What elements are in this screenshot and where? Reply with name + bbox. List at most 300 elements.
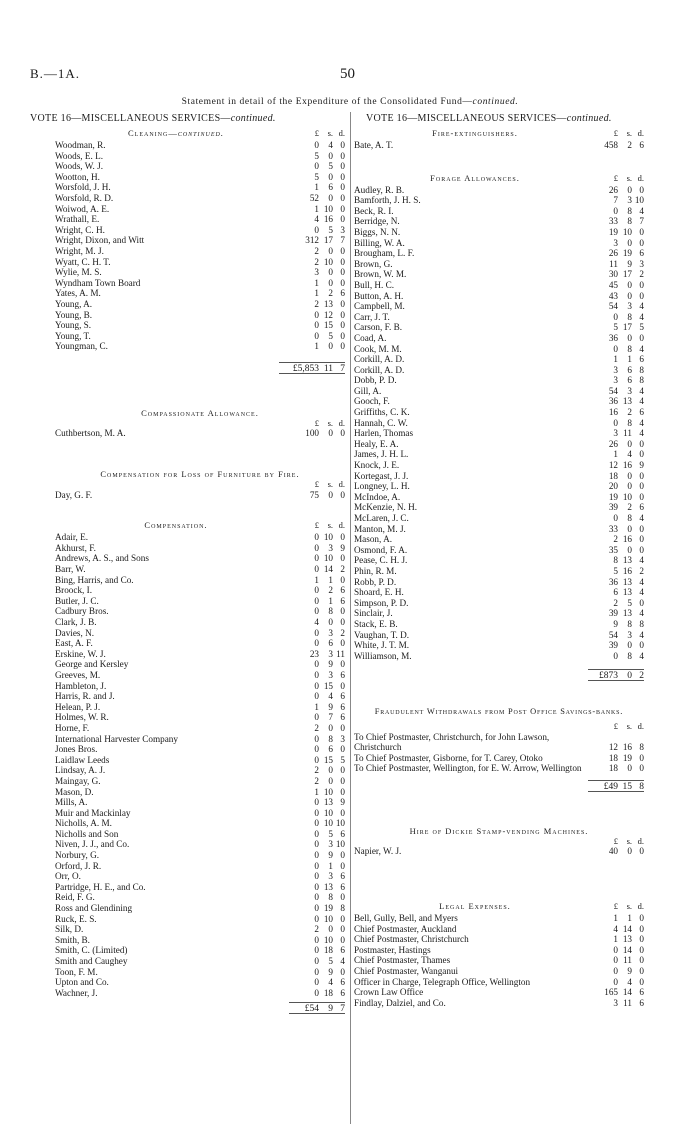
entry-name: Berridge, N. — [354, 216, 400, 227]
amount-pence: 0 — [639, 226, 644, 237]
amount-pence: 6 — [340, 712, 345, 723]
table-row — [55, 967, 345, 978]
amount-pounds: 312 — [305, 235, 319, 246]
amount-pounds: 2 — [314, 298, 319, 309]
entry-name: Wyndham Town Board — [55, 277, 141, 288]
amount-pounds: 40 — [608, 846, 618, 857]
amount-pounds: 0 — [314, 945, 319, 956]
entry-name: Mason, D. — [55, 786, 94, 797]
money-head: £ s. d. — [314, 520, 345, 531]
entry-name: Norbury, G. — [55, 850, 100, 861]
amount-pounds: 0 — [314, 712, 319, 723]
amount-pounds: 458 — [604, 140, 618, 150]
table-row — [55, 977, 345, 988]
entry-amount — [297, 956, 345, 967]
amount-shillings: 2 — [627, 407, 632, 418]
entry-amount — [596, 587, 644, 598]
amount-pounds: 0 — [314, 860, 319, 871]
table-row — [354, 651, 644, 662]
entry-name: Findlay, Dalziel, and Co. — [354, 997, 446, 1008]
amount-pounds: 26 — [608, 184, 618, 195]
amount-pounds: 0 — [314, 797, 319, 808]
entry-name: Holmes, W. R. — [55, 712, 109, 723]
entry-amount — [297, 214, 345, 225]
fraud-rows — [354, 732, 644, 774]
table-row — [55, 818, 345, 829]
amount-pounds: 165 — [604, 987, 618, 998]
entry-amount — [297, 331, 345, 342]
amount-shillings: 12 — [323, 309, 333, 320]
amount-shillings: 9 — [627, 966, 632, 977]
amount-pence: 0 — [639, 640, 644, 651]
amount-pence: 8 — [639, 364, 644, 375]
entry-name: Butler, J. C. — [55, 595, 99, 606]
table-row — [354, 608, 644, 619]
amount-pounds: 0 — [613, 966, 618, 977]
entry-name: McIndoe, A. — [354, 491, 401, 502]
amount-shillings: 3 — [328, 839, 333, 850]
compensation-section — [55, 520, 345, 1014]
table-row — [55, 734, 345, 745]
amount-pounds: 23 — [309, 648, 319, 659]
amount-pence: 0 — [340, 320, 345, 331]
amount-pounds: 1 — [314, 277, 319, 288]
cleaning-rows — [55, 140, 345, 352]
amount-pounds: 6 — [613, 587, 618, 598]
entry-name: Broock, I. — [55, 585, 92, 596]
entry-amount — [596, 934, 644, 945]
amount-shillings: 5 — [627, 597, 632, 608]
table-row — [55, 787, 345, 798]
table-row — [354, 977, 644, 988]
table-row — [354, 216, 644, 227]
amount-pence: 4 — [639, 650, 644, 661]
amount-pounds: 19 — [608, 491, 618, 502]
amount-shillings: 8 — [627, 343, 632, 354]
amount-shillings: 13 — [622, 934, 632, 945]
entry-name: Biggs, N. N. — [354, 226, 401, 237]
amount-pence: 0 — [340, 161, 345, 172]
entry-amount — [297, 225, 345, 236]
table-row — [55, 204, 345, 215]
entry-amount — [596, 418, 644, 429]
table-row — [55, 649, 345, 660]
amount-shillings: 0 — [328, 775, 333, 786]
amount-shillings: 9 — [627, 258, 632, 269]
amount-shillings: 1 — [627, 913, 632, 924]
entry-name: Davies, N. — [55, 627, 95, 638]
amount-pounds: 100 — [305, 428, 319, 439]
amount-pence: 0 — [340, 171, 345, 182]
table-row — [55, 935, 345, 946]
amount-shillings: 6 — [627, 364, 632, 375]
table-row — [354, 206, 644, 217]
table-row — [55, 765, 345, 776]
amount-pence: 0 — [639, 966, 644, 977]
table-row — [354, 418, 644, 429]
amount-shillings: 1 — [328, 595, 333, 606]
amount-pence: 6 — [340, 977, 345, 988]
entry-name: Williamson, M. — [354, 650, 412, 661]
table-row — [55, 744, 345, 755]
entry-amount — [297, 267, 345, 278]
entry-name: Lindsay, A. J. — [55, 765, 106, 776]
amount-pounds: 0 — [314, 828, 319, 839]
money-head: £ s. d. — [613, 835, 644, 846]
table-row — [55, 172, 345, 183]
entry-name: Mason, A. — [354, 534, 393, 545]
amount-shillings: 0 — [627, 481, 632, 492]
amount-pence: 0 — [639, 752, 644, 763]
amount-pounds: 0 — [613, 513, 618, 523]
table-row — [55, 871, 345, 882]
amount-shillings: 16 — [622, 534, 632, 545]
amount-pounds: 0 — [314, 691, 319, 702]
amount-pence: 2 — [340, 627, 345, 638]
amount-shillings: 19 — [622, 248, 632, 259]
entry-name: Brown, W. M. — [354, 269, 407, 280]
amount-pounds: 5 — [613, 322, 618, 333]
amount-shillings: 3 — [328, 871, 333, 882]
entry-name: Phin, R. M. — [354, 565, 397, 576]
entry-name: Wright, Dixon, and Witt — [55, 235, 145, 246]
entry-amount — [596, 291, 644, 302]
table-row — [354, 449, 644, 460]
entry-amount — [596, 955, 644, 966]
entry-amount — [297, 543, 345, 554]
table-row — [354, 998, 644, 1009]
amount-shillings: 8 — [328, 892, 333, 903]
amount-pence: 6 — [340, 881, 345, 892]
entry-name: Coad, A. — [354, 332, 387, 343]
amount-shillings: 0 — [328, 765, 333, 776]
amount-pence: 4 — [639, 417, 644, 428]
entry-name: Bull, H. C. — [354, 279, 395, 290]
table-row — [55, 797, 345, 808]
table-row — [55, 839, 345, 850]
amount-pence: 0 — [340, 214, 345, 225]
amount-shillings: 0 — [627, 846, 632, 857]
amount-pounds: 4 — [613, 923, 618, 934]
amount-shillings: 0 — [328, 267, 333, 278]
amount-shillings: 16 — [622, 460, 632, 471]
amount-shillings: 13 — [622, 587, 632, 598]
entry-name: Hannah, C. W. — [354, 417, 408, 428]
table-row — [354, 577, 644, 588]
entry-name: Wright, M. J. — [55, 245, 104, 256]
amount-shillings: 5 — [328, 956, 333, 966]
table-row — [55, 924, 345, 935]
amount-pence: 6 — [639, 997, 644, 1008]
amount-pence: 0 — [639, 846, 644, 857]
table-row — [354, 966, 644, 977]
entry-name: Crown Law Office — [354, 987, 424, 998]
entry-amount — [297, 172, 345, 183]
amount-shillings: 8 — [627, 618, 632, 629]
amount-pence: 4 — [639, 396, 644, 407]
amount-pence: 0 — [340, 765, 345, 776]
amount-pence: 0 — [340, 722, 345, 733]
entry-amount — [596, 269, 644, 280]
amount-pence: 0 — [639, 279, 644, 290]
amount-pounds: 0 — [314, 595, 319, 606]
entry-name: Youngman, C. — [55, 341, 108, 352]
entry-amount — [596, 566, 644, 577]
right-vote-title — [366, 113, 612, 124]
entry-amount — [596, 460, 644, 471]
money-head: £ s. d. — [613, 128, 644, 138]
amount-shillings: 18 — [323, 945, 333, 956]
amount-shillings: 0 — [627, 470, 632, 481]
table-row — [354, 924, 644, 935]
amount-pence: 3 — [340, 733, 345, 744]
entry-name: International Harvester Company — [55, 733, 178, 744]
amount-pence: 0 — [340, 203, 345, 214]
amount-pounds: 0 — [314, 627, 319, 638]
ledger-entry — [354, 753, 644, 764]
amount-shillings: 18 — [323, 987, 333, 998]
compassionate-rows — [55, 428, 345, 439]
right-vote-title-text: VOTE 16—MISCELLANEOUS SERVICES— — [366, 113, 567, 124]
amount-pence: 0 — [340, 532, 345, 543]
entry-amount — [297, 988, 345, 999]
table-row — [354, 291, 644, 302]
entry-amount — [596, 534, 644, 545]
statement-prefix: Statement in detail of the Expenditure of the Consolidated Fund— — [181, 97, 473, 107]
table-row — [354, 502, 644, 513]
entry-name: Bing, Harris, and Co. — [55, 574, 134, 585]
table-row — [55, 288, 345, 299]
forage-title: Forage Allowances. — [430, 172, 520, 183]
amount-pence: 4 — [639, 385, 644, 396]
table-row — [354, 140, 644, 151]
amount-pence: 0 — [340, 330, 345, 341]
amount-pence: 4 — [639, 428, 644, 439]
amount-pence: 4 — [639, 587, 644, 598]
amount-shillings: 8 — [627, 311, 632, 322]
entry-amount — [596, 407, 644, 418]
left-vote-title — [30, 113, 276, 124]
entry-amount — [596, 608, 644, 619]
table-row — [55, 914, 345, 925]
table-row — [354, 195, 644, 206]
amount-shillings: 0 — [328, 192, 333, 203]
amount-pounds: 1 — [314, 786, 319, 797]
amount-shillings: 11 — [623, 428, 632, 439]
table-row — [55, 225, 345, 236]
entry-name: Pease, C. H. J. — [354, 555, 408, 566]
amount-pence: 6 — [340, 585, 345, 596]
amount-shillings: 2 — [328, 585, 333, 596]
amount-pence: 7 — [639, 216, 644, 227]
amount-pounds: 1 — [314, 288, 319, 299]
entry-name: Kortegast, J. J. — [354, 470, 409, 481]
table-row — [55, 691, 345, 702]
entry-amount — [297, 288, 345, 299]
amount-pence: 4 — [639, 513, 644, 523]
amount-pounds: 33 — [608, 216, 618, 227]
amount-pounds: 4 — [314, 214, 319, 225]
amount-pounds: 0 — [314, 977, 319, 988]
amount-pounds: 26 — [608, 248, 618, 259]
amount-pounds: 1 — [613, 913, 618, 924]
forage-rows — [354, 185, 644, 662]
entry-amount — [596, 998, 644, 1009]
dickie-title: Hire of Dickie Stamp-vending Machines. — [409, 825, 589, 836]
amount-pounds: 0 — [613, 650, 618, 661]
table-row — [55, 606, 345, 617]
table-row — [55, 140, 345, 151]
entry-amount — [596, 280, 644, 291]
amount-pence: 0 — [340, 140, 345, 150]
amount-pence: 0 — [639, 491, 644, 502]
amount-pounds: 45 — [608, 279, 618, 290]
table-row — [55, 596, 345, 607]
entry-name: Gill, A. — [354, 385, 382, 396]
fire-rows — [354, 140, 644, 151]
amount-shillings: 10 — [323, 934, 333, 945]
entry-name: Sinclair, J. — [354, 608, 393, 619]
amount-pounds: 18 — [608, 752, 618, 763]
amount-shillings: 6 — [328, 638, 333, 649]
amount-pounds: 0 — [314, 585, 319, 596]
amount-pence: 6 — [639, 407, 644, 418]
entry-amount — [596, 977, 644, 988]
entry-name: Chief Postmaster, Wanganui — [354, 966, 459, 977]
entry-amount — [297, 585, 345, 596]
amount-pounds: 0 — [314, 966, 319, 977]
amount-shillings: 13 — [622, 608, 632, 619]
amount-pence: 0 — [340, 150, 345, 161]
table-row — [55, 988, 345, 999]
table-row — [354, 312, 644, 323]
amount-shillings: 3 — [328, 542, 333, 553]
entry-amount — [596, 227, 644, 238]
entry-name: White, J. T. M. — [354, 640, 410, 651]
table-row — [354, 428, 644, 439]
entry-name: Clark, J. B. — [55, 617, 97, 627]
amount-pounds: 54 — [608, 301, 618, 312]
amount-shillings: 8 — [627, 513, 632, 523]
amount-pounds: 0 — [314, 564, 319, 575]
amount-shillings: 0 — [328, 245, 333, 256]
amount-shillings: 10 — [323, 807, 333, 818]
amount-pounds: 5 — [314, 150, 319, 161]
amount-pence: 2 — [639, 269, 644, 280]
amount-pounds: 0 — [314, 224, 319, 235]
entry-amount — [297, 723, 345, 734]
amount-pence: 0 — [639, 481, 644, 492]
amount-pence: 4 — [639, 311, 644, 322]
amount-shillings: 1 — [627, 354, 632, 365]
amount-shillings: 0 — [328, 150, 333, 161]
amount-shillings: 19 — [323, 903, 333, 914]
amount-pounds: 0 — [314, 532, 319, 543]
compassionate-section — [55, 408, 345, 439]
table-row — [354, 955, 644, 966]
money-head: £ s. d. — [314, 417, 345, 428]
entry-name: Knock, J. E. — [354, 460, 400, 471]
entry-name: Brougham, L. F. — [354, 248, 415, 259]
amount-shillings: 9 — [328, 966, 333, 977]
amount-shillings: 10 — [622, 226, 632, 237]
amount-pounds: 2 — [613, 534, 618, 545]
amount-pence: 0 — [639, 944, 644, 955]
table-row — [55, 850, 345, 861]
entry-amount — [596, 502, 644, 513]
amount-pence: 0 — [340, 428, 345, 439]
amount-shillings: 10 — [323, 532, 333, 543]
table-row — [55, 723, 345, 734]
amount-pence: 0 — [340, 256, 345, 267]
table-row — [55, 712, 345, 723]
amount-shillings: 0 — [627, 763, 632, 774]
amount-pence: 0 — [639, 763, 644, 774]
amount-shillings: 1 — [328, 860, 333, 871]
amount-pounds: 12 — [608, 742, 618, 753]
entry-name: Upton and Co. — [55, 977, 109, 988]
entry-name: Young, S. — [55, 320, 92, 331]
amount-pounds: 0 — [314, 903, 319, 914]
entry-amount — [596, 449, 644, 460]
amount-shillings: 0 — [627, 184, 632, 195]
amount-shillings: 16 — [323, 214, 333, 225]
amount-shillings: 0 — [627, 290, 632, 301]
table-row — [55, 532, 345, 543]
table-row — [55, 575, 345, 586]
fraud-title: Fraudulent Withdrawals from Post Office Savings-banks. — [374, 707, 624, 717]
amount-shillings: 17 — [323, 235, 333, 246]
entry-name: McKenzie, N. H. — [354, 502, 418, 513]
amount-shillings: 3 — [328, 627, 333, 638]
table-row — [354, 185, 644, 196]
entry-name: Hambleton, J. — [55, 680, 107, 691]
table-row — [354, 630, 644, 641]
entry-amount — [596, 966, 644, 977]
amount-shillings: 15 — [323, 320, 333, 331]
table-row — [55, 755, 345, 766]
amount-pence: 0 — [340, 267, 345, 278]
amount-shillings: 14 — [622, 923, 632, 934]
table-row — [55, 278, 345, 289]
amount-pounds: 0 — [314, 807, 319, 818]
entry-amount — [297, 712, 345, 723]
amount-shillings: 11 — [623, 997, 632, 1008]
entry-amount — [596, 344, 644, 355]
amount-pounds: 3 — [613, 997, 618, 1008]
entry-name: Bate, A. T. — [354, 140, 394, 150]
entry-amount — [297, 638, 345, 649]
entry-amount — [596, 945, 644, 956]
amount-shillings: 9 — [328, 701, 333, 712]
amount-shillings: 10 — [323, 553, 333, 564]
table-row — [354, 301, 644, 312]
entry-name: Ross and Glendining — [55, 903, 133, 914]
compensation-rows — [55, 532, 345, 998]
entry-amount — [297, 850, 345, 861]
amount-pounds: 0 — [314, 913, 319, 924]
table-row — [55, 776, 345, 787]
amount-pounds: 75 — [309, 489, 319, 500]
amount-pounds: 2 — [613, 597, 618, 608]
amount-pence: 0 — [340, 913, 345, 924]
entry-name: McLaren, J. C. — [354, 513, 409, 523]
entry-amount — [297, 935, 345, 946]
amount-shillings: 5 — [328, 224, 333, 235]
entry-name: To Chief Postmaster, Wellington, for E. W. Arrow, Wellington — [354, 763, 582, 774]
amount-shillings: 3 — [328, 648, 333, 659]
amount-pounds: 0 — [314, 871, 319, 882]
